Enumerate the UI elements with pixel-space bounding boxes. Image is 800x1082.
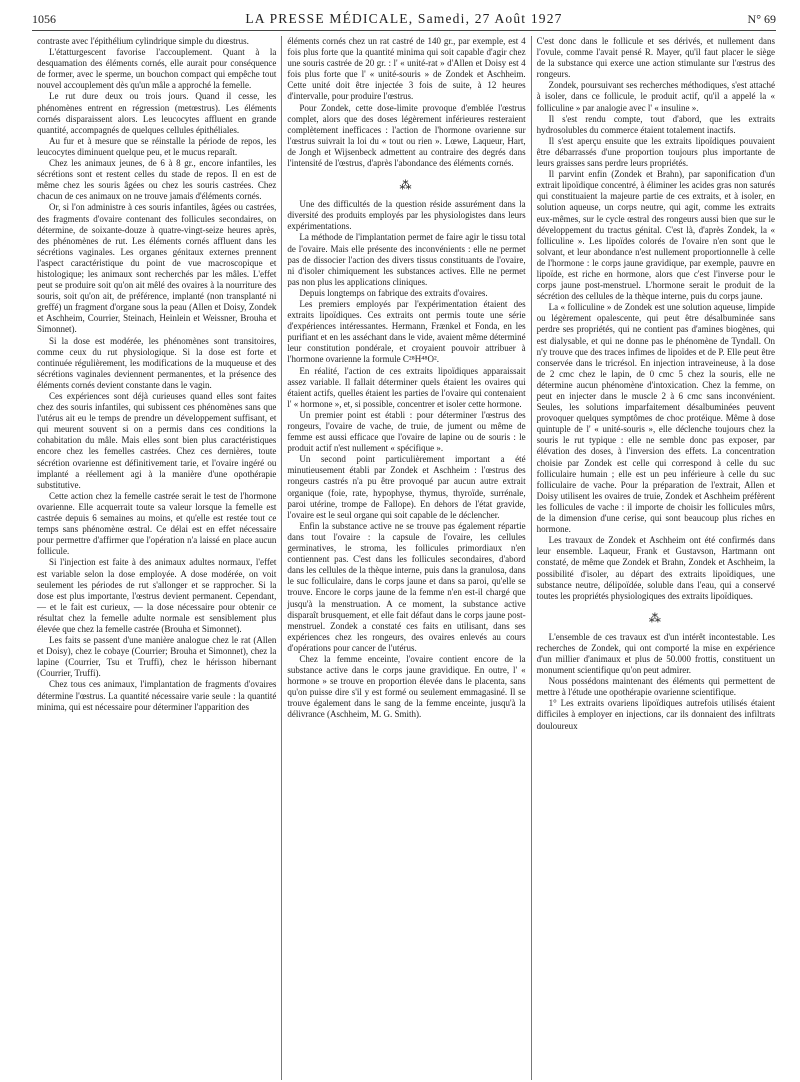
paragraph: L'étatturgescent favorise l'accouplement. Quant à la desquamation des éléments cornés, elle aurait pour conséquence de former, avec le sperme, un bouchon compact qui empêche tout nouvel accouplement dès qu'un mâle a approché la femelle.: [37, 47, 277, 91]
column-2: [281, 36, 530, 1080]
issue-number: N° 69: [747, 11, 776, 26]
paragraph: Nous possédons maintenant des éléments qui permettent de mettre à l'étude une opothérapie ovarienne scientifique.: [536, 676, 775, 698]
paragraph: Enfin la substance active ne se trouve pas également répartie dans tout l'ovaire : la capsule de l'ovaire, les cellules germinatives, le stroma, les follicules primordiaux n'en contiennent pas. C'est dans les follicules secondaires, d'abord dans les cellules de la thèque interne, puis dans la granulosa, dans le suc folliculaire, dans le corps jaune et dans sa paroi, qu'elle se trouve. Encore le corps jaune de la femme n'en est-il chargé que jusqu'à la menstruation. A ce moment, la substance active disparaît brusquement, et elle fait défaut dans le corps jaune post-menstruel. Zondek a constaté ces faits en utilisant, dans ses expériences chez les rongeurs, des ovaires enlevés au cours d'opérations pour cancer de l'utérus.: [287, 520, 526, 653]
paragraph: Si l'injection est faite à des animaux adultes normaux, l'effet est variable selon la dose employée. A dose modérée, on voit seulement les périodes de rut s'allonger et se rapprocher. Si la dose est plus importante, l'œstrus devient permanent. Cependant, — et le fait est curieux, — la dose nécessaire pour obtenir ce résultat chez la femelle adulte normale est sensiblement plus élevée que chez la femelle castrée (Brouha et Simonnet).: [37, 557, 277, 634]
paragraph: Une des difficultés de la question réside assurément dans la diversité des produits employés par les physiologistes dans leurs expérimentations.: [287, 199, 526, 232]
section-separator: ⁂: [399, 178, 414, 193]
column-1: [32, 36, 281, 1080]
paragraph: L'ensemble de ces travaux est d'un intérêt incontestable. Les recherches de Zondek, qui ont comporté la mise en expérience d'un millier d'animaux et plus de 50.000 frottis, constituent un monument scientifique qu'on peut admirer.: [536, 631, 775, 676]
paragraph: Chez tous ces animaux, l'implantation de fragments d'ovaires détermine l'œstrus. La quantité nécessaire varie seule : la quantité minima, qui est nécessaire pour déterminer l'apparition des: [37, 679, 277, 712]
paragraph: Il s'est rendu compte, tout d'abord, que les extraits hydrosolubles du commerce étaient totalement inactifs.: [536, 113, 775, 135]
paragraph: Un premier point est établi : pour déterminer l'œstrus des rongeurs, l'ovaire de vache, de truie, de jument ou même de femme est aussi efficace que l'ovaire de lapine ou de souris : le produit actif n'est nullement « spécifique ».: [287, 409, 526, 454]
paragraph: 1° Les extraits ovariens lipoïdiques autrefois utilisés étaient difficiles à employer en injections, car ils donnaient des infiltrats douloureux: [536, 698, 775, 731]
paragraph: Un second point particulièrement important a été minutieusement établi par Zondek et Aschheim : l'œstrus des rongeurs castrés n'a pu être provoqué par aucun autre extrait organique (foie, rate, hypophyse, thymus, thyroïde, surrénale, paroi utérine, trompe de Fallope). En dehors de l'état gravide, l'ovaire est le seul organe qui soit capable de le déclencher.: [287, 454, 526, 520]
paragraph: Ces expériences sont déjà curieuses quand elles sont faites chez des souris infantiles, qui subissent ces phénomènes sans que l'utérus ait eu le temps de prendre un développement suffisant, et qui meurent souvent si on a permis dans ces conditions la cohabitation du mâle. Mais elles sont bien plus caractéristiques encore chez les femelles castrées. Chez ces dernières, toute sécrétion ovarienne est définitivement tarie, et l'ovaire ingéré ou implanté a réellement agi à la manière d'une opothérapie substitutive.: [37, 391, 277, 490]
paragraph: Les premiers employés par l'expérimentation étaient des extraits lipoïdiques. Ces extraits ont permis toute une série d'expériences intéressantes. Hermann, Frænkel et Fonda, en les purifiant et en les asséchant dans le vide, avaient même déterminé leur constitution pondérale, et croyaient pouvoir attribuer à l'hormone ovarienne la formule C²⁸H⁴⁸O².: [287, 298, 526, 365]
paragraph: La « folliculine » de Zondek est une solution aqueuse, limpide ou légèrement opalescente, qui peut être désalbuminée sans perdre ses propriétés, qui ne contient pas d'amines biogènes, qui est dialysable, et qui ne donne pas le phénomène de Tyndall. On n'y trouve que des traces infimes de lipoïdes et de P. Elle peut être conservée dans le tricrésol. En injection intraveineuse, à la dose de 2 cmc chez le lapin, de 0 cmc 5 chez la souris, elle ne détermine aucun phénomène d'intoxication. Chez la femme, on peut en injecter dans le muscle 2 à 6 cmc sans inconvénient. Seules, les solutions imparfaitement désalbuminées peuvent provoquer quelques symptômes de choc protéique. Même à dose quintuple de l' « unité-souris », elle déclenche toujours chez la souris le rut typique : elle ne semble donc pas exposer, par élévation des doses, à l'inversion des effets. La concentration choisie par Zondek est celle qui correspond à celle du suc folliculaire humain ; elle est un peu inférieure à celle du suc folliculaire de vache. Pour la préparation de l'extrait, Allen et Doisy utilisent les ovaires de truie, Zondek et Aschheim préfèrent les follicules de vache : il importe de choisir les follicules mûrs, de la dimension d'une cerise, qui sont beaucoup plus riches en hormone.: [536, 302, 775, 535]
page-number: 1056: [32, 11, 56, 26]
paragraph: Zondek, poursuivant ses recherches méthodiques, s'est attaché à isoler, dans ce follicule, le produit actif, qu'il a appelé la « folliculine » par analogie avec l' « insuline ».: [536, 80, 775, 113]
paragraph: Au fur et à mesure que se réinstalle la période de repos, les leucocytes diminuent quelque peu, et le mucus reparaît.: [37, 135, 277, 157]
paragraph: Pour Zondek, cette dose-limite provoque d'emblée l'œstrus complet, alors que des doses légèrement inférieures resteraient complètement inefficaces : l'action de l'hormone ovarienne sur l'œstrus suivrait la loi du « tout ou rien ». Lœwe, Laqueur, Hart, de Jongh et Wijsenbeck admettent au contraire des degrés dans l'intensité de l'œstrus, d'après l'abondance des éléments cornés.: [287, 102, 526, 169]
article-body: [32, 36, 780, 1080]
journal-title: LA PRESSE MÉDICALE, Samedi, 27 Août 1927: [245, 11, 563, 26]
section-separator: ⁂: [648, 610, 663, 625]
paragraph: En réalité, l'action de ces extraits lipoïdiques apparaissait assez variable. Il fallait déterminer quels étaient les ovaires qui étaient actifs, quelles étaient les parties de l'ovaire qui contenaient l' « hormone », et, si possible, concentrer et isoler cette hormone.: [287, 365, 526, 409]
column-3: [531, 36, 780, 1080]
paragraph: Les faits se passent d'une manière analogue chez le rat (Allen et Doisy), chez le cobaye (Courrier; Brouha et Simonnet), chez la lapine (Courrier, Tsu et Truffi), chez le hérisson hibernant (Courrier, Truffi).: [37, 635, 277, 679]
paragraph: Il parvint enfin (Zondek et Brahn), par saponification d'un extrait lipoïdique concentré, à éliminer les acides gras non saturés qui constituaient la majeure partie de ces extraits, et à isoler, en solution aqueuse, un corps neutre, qui agit, comme les extraits eux-mêmes, sur le cycle œstral des rongeurs aussi bien que sur le développement du tractus génital. C'est là, d'après Zondek, la « folliculine ». Les lipoïdes colorés de l'ovaire n'en sont que le solvant, et leur abondance n'est nullement proportionnelle à celle de l'hormone : le corps jaune gravidique, par exemple, pauvre en lipoïde, est riche en hormone, alors que c'est l'inverse pour le corps jaune post-menstruel. L'hormone serait le produit de la sécrétion des cellules de la thèque interne, puis du corps jaune.: [536, 169, 775, 302]
paragraph: Cette action chez la femelle castrée serait le test de l'hormone ovarienne. Elle acquerrait toute sa valeur lorsque la femelle est castrée depuis 6 semaines au moins, et qu'elle est restée tout ce temps sans phénomène œstral. Ce délai est en effet nécessaire pour permettre d'affirmer que l'opération n'a laissé en place aucun follicule.: [37, 490, 277, 557]
paragraph: Or, si l'on administre à ces souris infantiles, âgées ou castrées, des fragments d'ovaire contenant des follicules secondaires, on détermine, de soixante-douze à quatre-vingt-seize heures après, des phénomènes de rut. Les éléments cornés affluent dans les sécrétions vaginales. Les organes génitaux externes prennent l'aspect caractéristique du point de vue macroscopique et histologique; les animaux sont recherchés par les mâles. L'effet peut se produire soit qu'on ait mêlé des ovaires à la nourriture des souris, soit qu'on ait, de préférence, implanté (non transplanté ni greffé) un fragment d'organe sous la peau (Allen et Doisy, Zondek et Aschheim, Courrier, Steinach, Heinlein et Weissner, Brouha et Simonnet).: [37, 202, 277, 335]
paragraph: Il s'est aperçu ensuite que les extraits lipoïdiques pouvaient être débarrassés d'une proportion toujours plus importante de leurs graisses sans perdre leurs propriétés.: [536, 135, 775, 169]
paragraph: Les travaux de Zondek et Aschheim ont été confirmés dans leur ensemble. Laqueur, Frank et Gustavson, Hartmann ont constaté, de même que Zondek et Brahn, Zondek et Aschheim, la possibilité d'isoler, au départ des extraits lipoïdiques, une substance neutre, délipoïdée, soluble dans l'eau, qui a conservé toutes les propriétés physiologiques des extraits lipoïdiques.: [536, 535, 775, 601]
page-header: [32, 8, 776, 31]
paragraph: Si la dose est modérée, les phénomènes sont transitoires, comme ceux du rut physiologique. Si la dose est forte et continuée régulièrement, les modifications de la muqueuse et des sécrétions vaginales deviennent permanentes, et la présence des éléments cornés devient constante dans le vagin.: [37, 335, 277, 390]
paragraph: Chez les animaux jeunes, de 6 à 8 gr., encore infantiles, les sécrétions sont et restent celles du stade de repos. Il en est de même chez les souris âgées ou chez les souris castrées. Chez chacun de ces animaux on ne trouve jamais d'éléments cornés.: [37, 158, 277, 202]
paragraph: éléments cornés chez un rat castré de 140 gr., par exemple, est 4 fois plus forte que la quantité minima qui soit capable d'agir chez une souris castrée de 20 gr. : l' « unité-rat » d'Allen et Doisy est 4 fois plus forte que l' « unité-souris » de Zondek et Aschheim. Cette unité doit être injectée 3 fois de suite, à 12 heures d'intervalle, pour produire l'œstrus.: [287, 36, 526, 102]
paragraph: contraste avec l'épithélium cylindrique simple du diœstrus.: [37, 36, 249, 46]
paragraph: C'est donc dans le follicule et ses dérivés, et nullement dans l'ovule, comme l'avait pensé R. Mayer, qu'il faut placer le siège de la substance qui exerce une action stimulante sur l'œstrus des rongeurs.: [536, 36, 775, 80]
paragraph: Le rut dure deux ou trois jours. Quand il cesse, les phénomènes entrent en régression (metœstrus). Les éléments cornés disparaissent alors. Les leucocytes affluent en grande quantité, accompagnés de quelques cellules épithéliales.: [37, 91, 277, 135]
paragraph: Depuis longtemps on fabrique des extraits d'ovaires.: [299, 287, 488, 298]
paragraph: Chez la femme enceinte, l'ovaire contient encore de la substance active dans le corps jaune gravidique. En outre, l' « hormone » se trouve en proportion élevée dans le placenta, sans qu'on puisse dire s'il y est formé ou seulement emmagasiné. Il se trouve également dans le sang de la femme enceinte, jusqu'à la délivrance (Aschheim, M. G. Smith).: [287, 653, 526, 720]
paragraph: La méthode de l'implantation permet de faire agir le tissu total de l'ovaire. Mais elle présente des inconvénients : elle ne permet pas de dissocier l'action des divers tissus constituants de l'ovaire, ni d'isoler chimiquement les substances actives. Elle ne permet pas non plus les applications cliniques.: [287, 232, 526, 287]
